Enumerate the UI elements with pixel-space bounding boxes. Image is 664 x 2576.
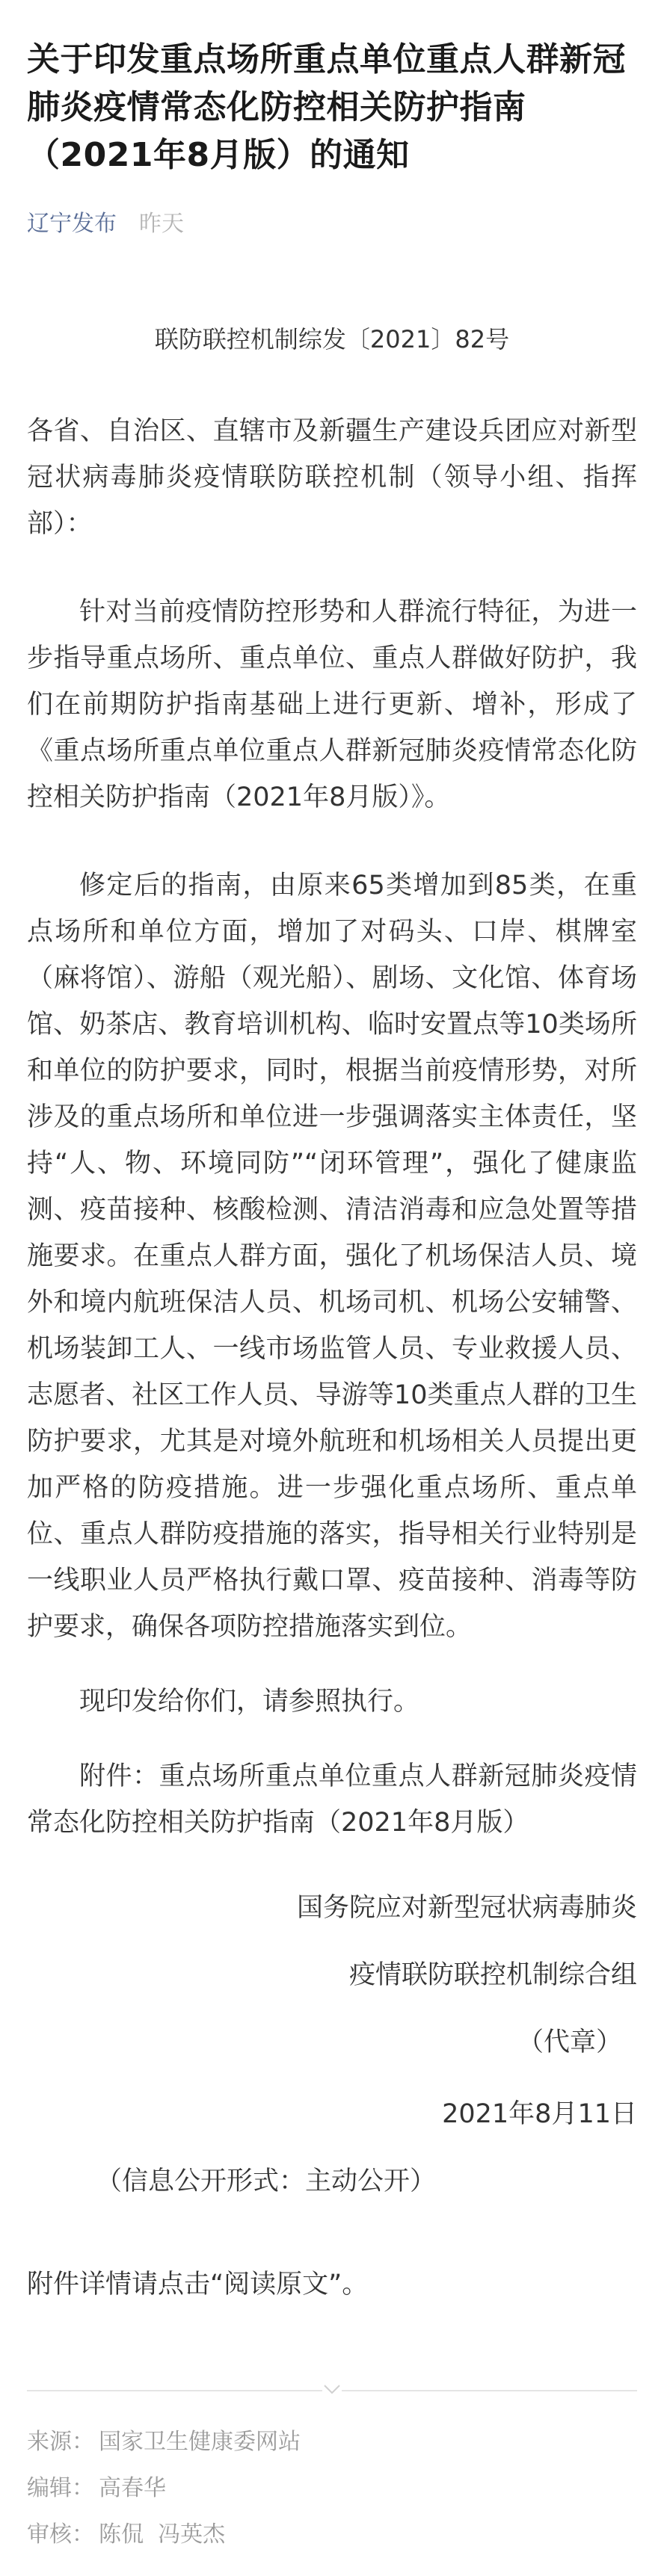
body-paragraph-3: 现印发给你们，请参照执行。 [79, 1687, 420, 1717]
disclosure-note: （信息公开形式：主动公开） [96, 2166, 437, 2196]
issuer-line-2: 疫情联防联控机制综合组 [348, 1960, 637, 1990]
document-number: 联防联控机制综发〔2021〕82号 [154, 325, 510, 353]
chevron-down-icon [322, 2379, 342, 2399]
footer-reviewer-value: 陈侃 冯英杰 [99, 2521, 226, 2548]
footer-editor-row [27, 2468, 637, 2509]
attachment-line: 附件：重点场所重点单位重点人群新冠肺炎疫情常态化防控相关防护指南（2021年8月版） [27, 1761, 637, 1838]
body-paragraph-1: 针对当前疫情防控形势和人群流行特征，为进一步指导重点场所、重点单位、重点人群做好防护，我们在前期防护指南基础上进行更新、增补，形成了《重点场所重点单位重点人群新冠肺炎疫情常态化防控相关防护指南（2021年8月版）》。 [27, 597, 637, 812]
footer-editor-value: 高春华 [99, 2475, 166, 2501]
salutation: 各省、自治区、直辖市及新疆生产建设兵团应对新型冠状病毒肺炎疫情联防联控机制（领导小组、指挥部）： [27, 416, 637, 539]
body-paragraph-2: 修定后的指南，由原来65类增加到85类，在重点场所和单位方面，增加了对码头、口岸、棋牌室（麻将馆）、游船（观光船）、剧场、文化馆、体育场馆、奶茶店、教育培训机构、临时安置点等10类场所和单位的防护要求，同时，根据当前疫情形势，对所涉及的重点场所和单位进一步强调落实主体责任，坚持“人、物、环境同防”“闭环管理”，强化了健康监测、疫苗接种、核酸检测、清洁消毒和应急处置等措施要求。在重点人群方面，强化了机场保洁人员、境外和境内航班保洁人员、机场司机、机场公安辅警、机场装卸工人、一线市场监管人员、专业救援人员、志愿者、社区工作人员、导游等10类重点人群的卫生防护要求，尤其是对境外航班和机场相关人员提出更加严格的防疫措施。进一步强化重点场所、重点单位、重点人群防疫措施的落实，指导相关行业特别是一线职业人员严格执行戴口罩、疫苗接种、消毒等防护要求，确保各项防控措施落实到位。 [27, 871, 637, 1642]
article-meta [27, 209, 637, 239]
footer-editor-label: 编辑： [27, 2475, 94, 2501]
issuer-line-1: 国务院应对新型冠状病毒肺炎 [296, 1893, 637, 1923]
footer-divider [27, 2379, 637, 2402]
article-footer [27, 2421, 637, 2556]
footer-reviewer-label: 审核： [27, 2521, 94, 2548]
publish-time: 昨天 [139, 211, 184, 237]
seal-note: （代章） [517, 2027, 622, 2057]
article-title: 关于印发重点场所重点单位重点人群新冠肺炎疫情常态化防控相关防护指南（2021年8月版）的通知 [27, 40, 626, 174]
footer-source-value: 国家卫生健康委网站 [99, 2429, 301, 2455]
read-original-note: 附件详情请点击“阅读原文”。 [27, 2270, 369, 2299]
footer-source-row [27, 2421, 637, 2463]
account-name-link[interactable]: 辽宁发布 [27, 211, 117, 237]
issue-date: 2021年8月11日 [442, 2099, 637, 2129]
footer-source-label: 来源： [27, 2429, 94, 2455]
article-page [0, 36, 664, 2576]
footer-reviewer-row [27, 2514, 637, 2556]
